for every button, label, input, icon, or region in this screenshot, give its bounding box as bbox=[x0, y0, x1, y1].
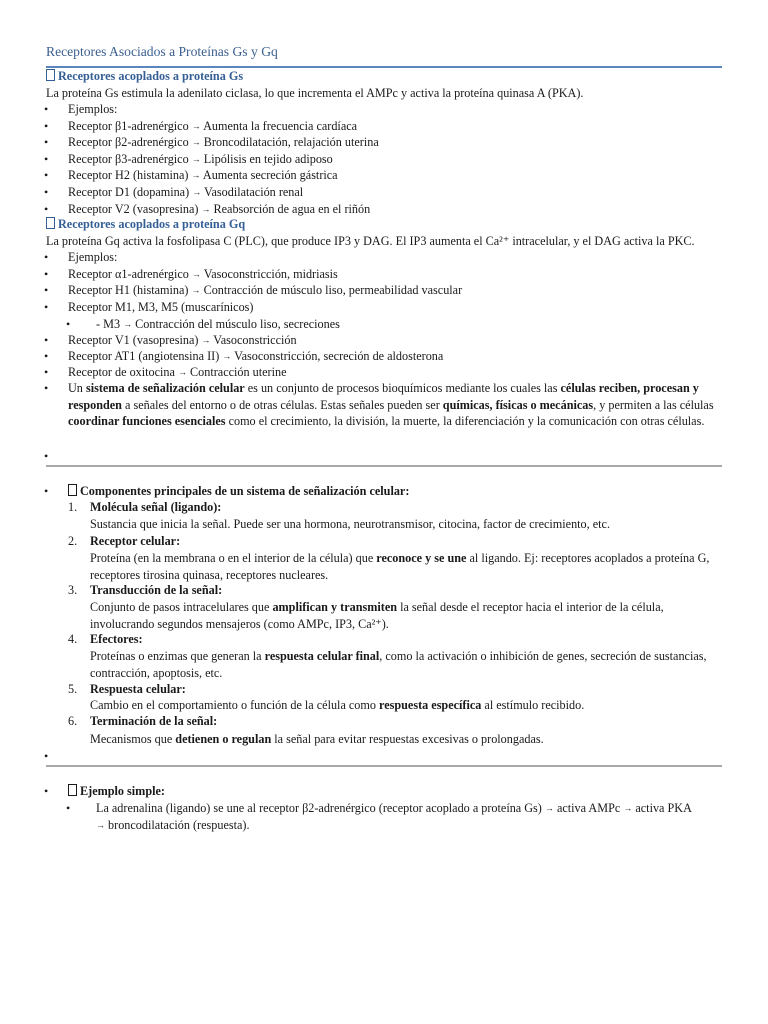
gs-intro: La proteína Gs estimula la adenilato ciclasa, lo que incrementa el AMPc y activa la proteína quinasa A (PKA). bbox=[46, 86, 584, 100]
numbered-item-description: Conjunto de pasos intracelulares que amplifican y transmiten la señal desde el receptor hacia el interior de la célula, involucrando segundos mensajeros (como AMPc, IP3, Ca²⁺). bbox=[90, 600, 664, 631]
horizontal-rule bbox=[46, 765, 722, 767]
checkbox-glyph-icon bbox=[46, 217, 55, 229]
numbered-item-description: Sustancia que inicia la señal. Puede ser una hormona, neurotransmisor, citocina, factor de crecimiento, etc. bbox=[90, 517, 610, 531]
numbered-item-description: Proteína (en la membrana o en el interior de la célula) que reconoce y se une al ligando. Ej: receptores acoplados a proteína G, receptores tirosina quinasa, receptores nucleares. bbox=[90, 551, 710, 582]
numbered-item-description: Proteínas o enzimas que generan la respuesta celular final, como la activación o inhibición de genes, secreción de sustancias, contracción, apoptosis, etc. bbox=[90, 649, 707, 680]
checkbox-glyph-icon bbox=[68, 484, 77, 496]
numbered-item-description: Cambio en el comportamiento o función de la célula como respuesta específica al estímulo recibido. bbox=[90, 698, 585, 712]
gs-heading: Receptores acoplados a proteína Gs bbox=[46, 68, 243, 84]
gq-heading: Receptores acoplados a proteína Gq bbox=[46, 216, 245, 232]
checkbox-glyph-icon bbox=[68, 784, 77, 796]
document-title: Receptores Asociados a Proteínas Gs y Gq bbox=[46, 44, 278, 59]
numbered-item-description: Mecanismos que detienen o regulan la señal para evitar respuestas excesivas o prolongadas. bbox=[90, 732, 544, 746]
signaling-paragraph: Un sistema de señalización celular es un conjunto de procesos bioquímicos mediante los cuales las células reciben, procesan y responden a señales del entorno o de otras células. Estas señales pueden ser químicas, físicas o mecánicas, y permiten a las células coordinar funciones esenciales como el crecimiento, la división, la muerte, la diferenciación y la comunicación con otras células. bbox=[68, 381, 714, 428]
checkbox-glyph-icon bbox=[46, 69, 55, 81]
horizontal-rule bbox=[46, 465, 722, 467]
gq-intro: La proteína Gq activa la fosfolipasa C (PLC), que produce IP3 y DAG. El IP3 aumenta el Ca²⁺ intracelular, y el DAG activa la PKC. bbox=[46, 234, 695, 248]
